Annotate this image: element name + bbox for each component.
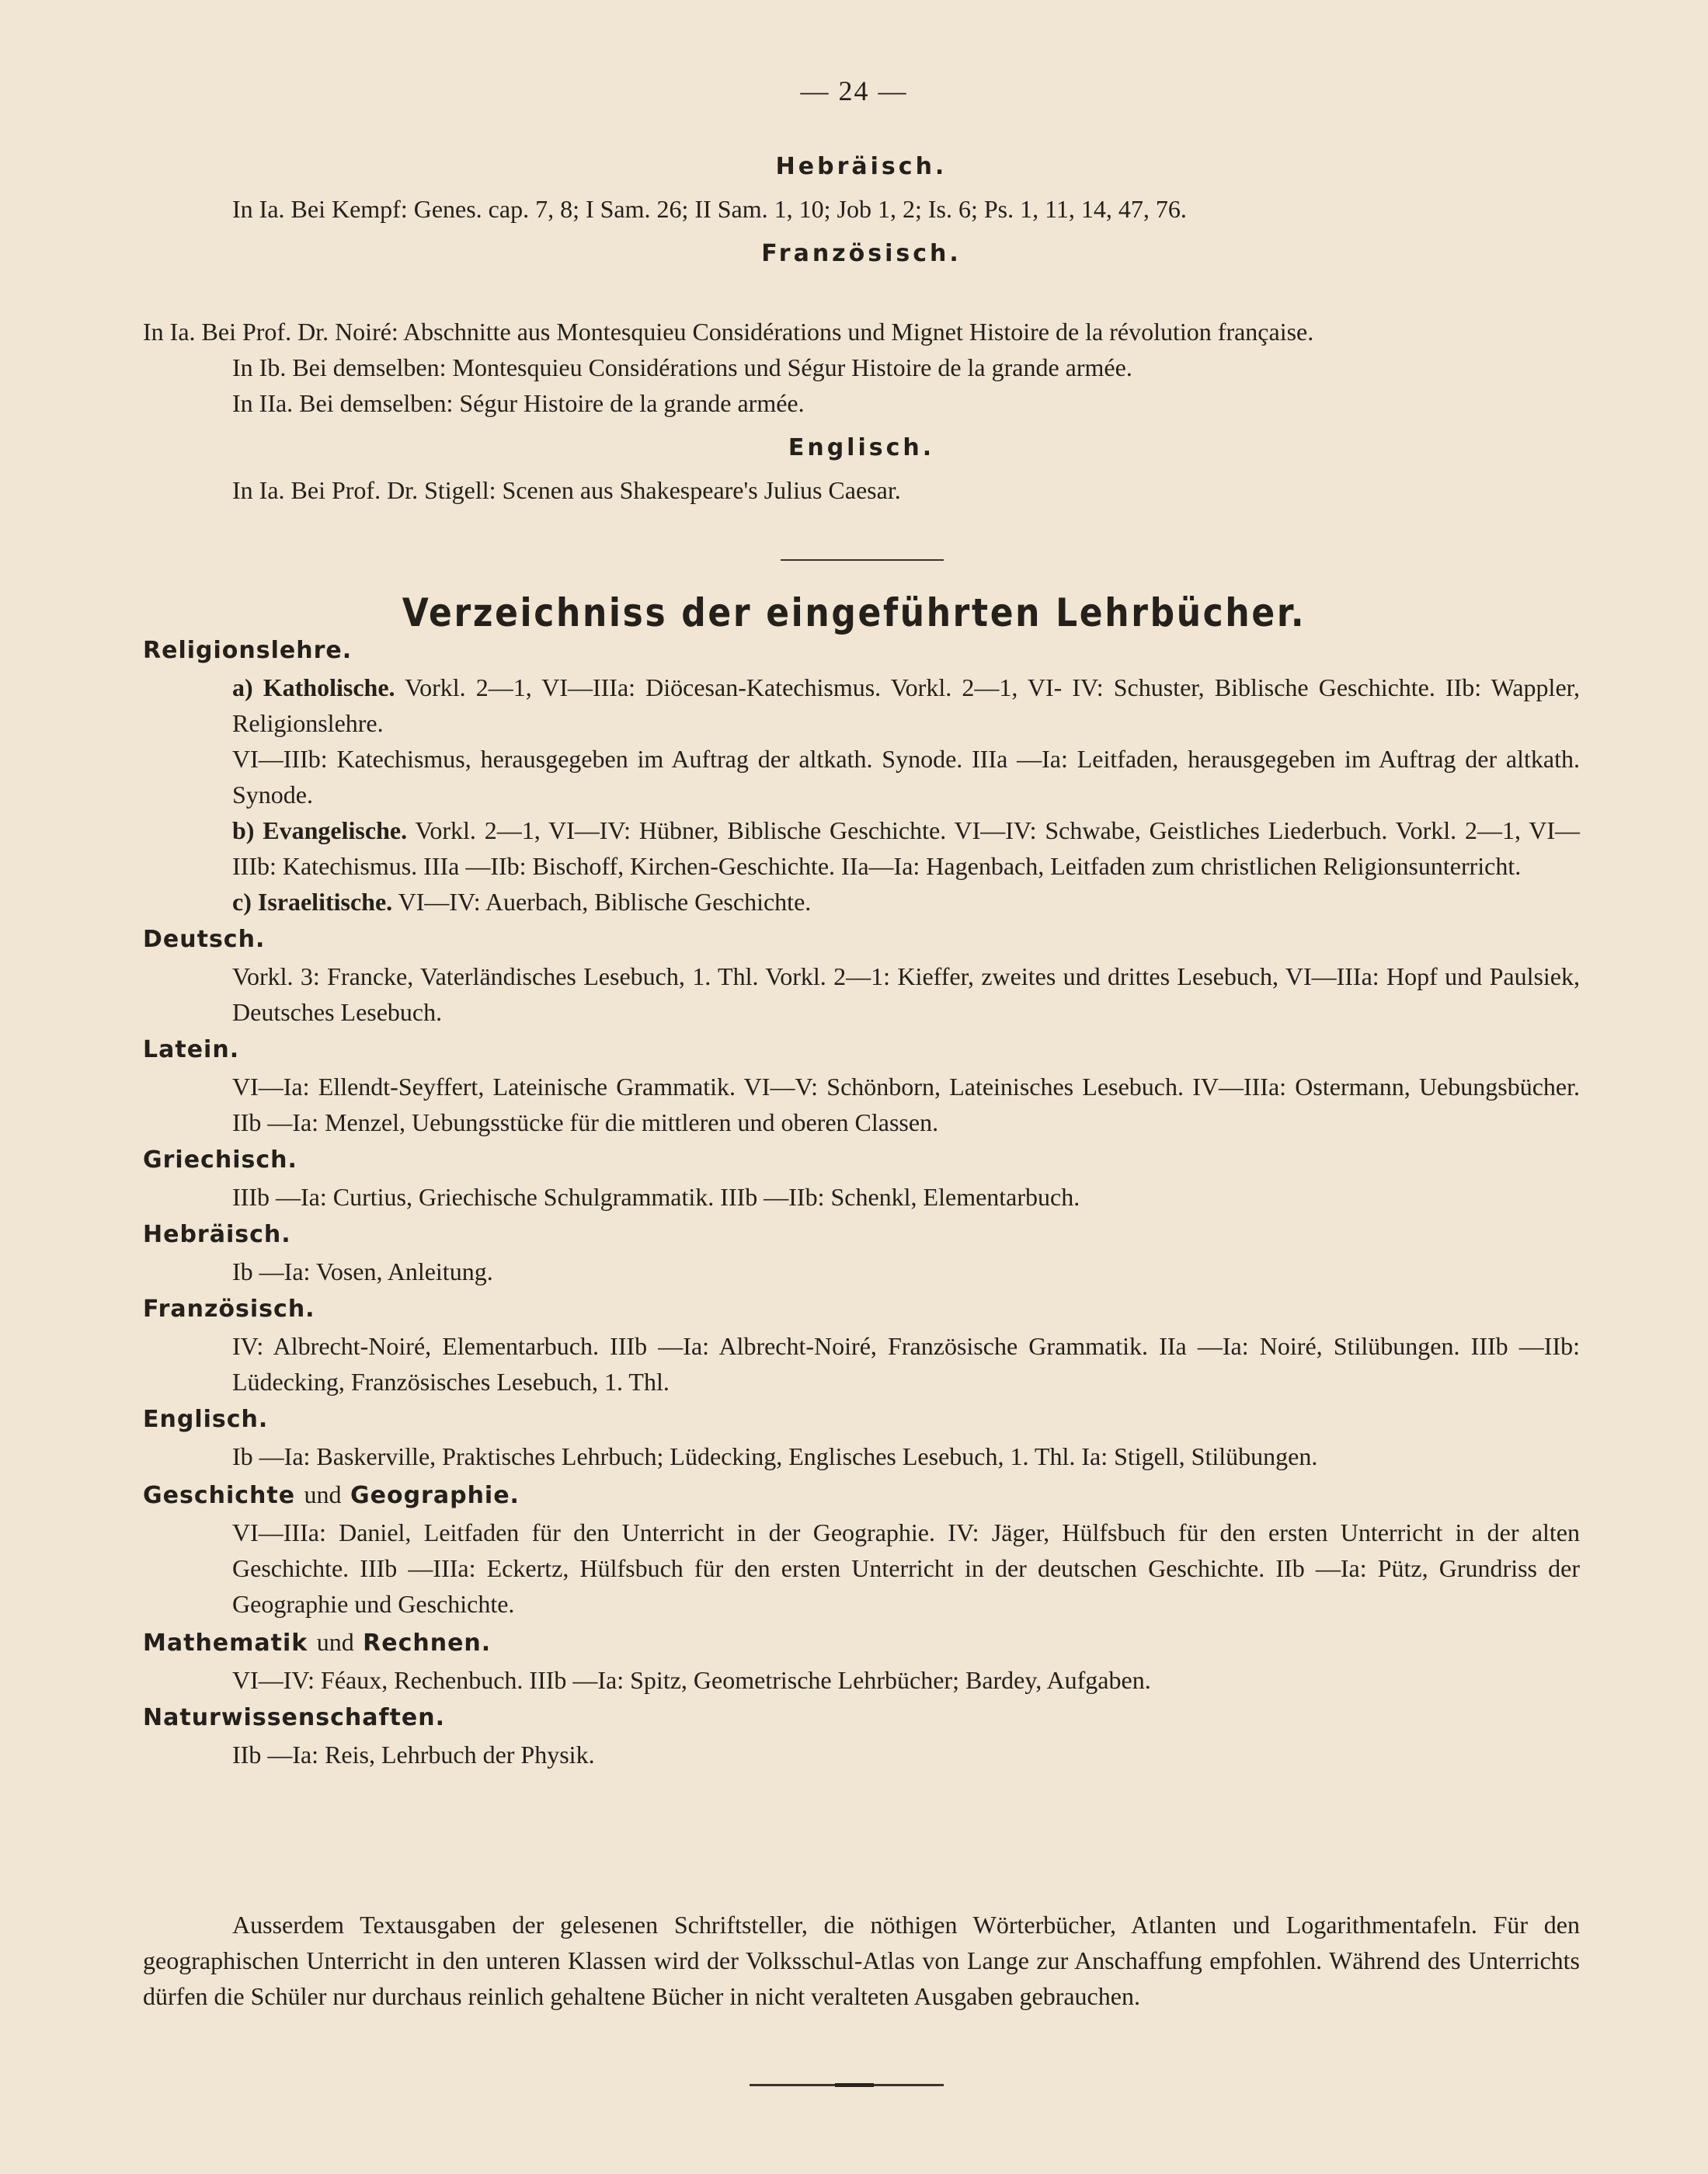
griechisch-text: IIIb —Ia: Curtius, Griechische Schulgrammatik. IIIb —IIb: Schenkl, Elementarbuch. — [232, 1183, 1080, 1211]
mathematik-heading-und: und — [316, 1628, 354, 1656]
section-divider — [781, 559, 944, 561]
deutsch-text: Vorkl. 3: Francke, Vaterländisches Lesebuch, 1. Thl. Vorkl. 2—1: Kieffer, zweites und drittes Lesebuch, VI—IIIa: Hopf und Paulsiek, Deutsches Lesebuch. — [232, 962, 1580, 1026]
subject-griechisch: Griechisch. — [143, 1146, 297, 1174]
religion-a-text: Vorkl. 2—1, VI—IIIa: Diöcesan-Katechismus. Vorkl. 2—1, VI- IV: Schuster, Biblische Geschichte. IIb: Wappler, Religionslehre. — [232, 673, 1581, 737]
mathematik-text: VI—IV: Féaux, Rechenbuch. IIIb —Ia: Spitz, Geometrische Lehrbücher; Bardey, Aufgaben. — [232, 1666, 1151, 1694]
subject-geschichte — [143, 1476, 1580, 1515]
textbook-list — [143, 631, 1580, 1772]
franzoesisch-reading-2: In Ib. Bei demselben: Montesquieu Considérations und Ségur Histoire de la grande armée. — [232, 353, 1132, 381]
heading-hebraeisch: Hebräisch. — [775, 153, 948, 180]
end-rule — [750, 2084, 944, 2086]
subject-franzoesisch: Französisch. — [143, 1296, 315, 1323]
religion-katholisch — [143, 670, 1580, 741]
geschichte-text: VI—IIIa: Daniel, Leitfaden für den Unterricht in der Geographie. IV: Jäger, Hülfsbuch für den ersten Unterricht in der alten Geschichte. IIIb —IIIa: Eckertz, Hülfsbuch für den ersten Unterricht in der deutschen Geschichte. IIb —Ia: Pütz, Grundriss der Geographie und Geschichte. — [232, 1518, 1580, 1618]
subject-naturwissenschaften: Naturwissenschaften. — [143, 1704, 445, 1731]
geschichte-heading-b: Geographie. — [350, 1482, 520, 1509]
englisch-reading: In Ia. Bei Prof. Dr. Stigell: Scenen aus Shakespeare's Julius Caesar. — [232, 476, 901, 504]
geschichte-heading-und: und — [304, 1480, 342, 1508]
religion-evangelisch — [143, 812, 1580, 884]
subject-englisch: Englisch. — [143, 1406, 269, 1433]
hebraeisch-text: Ib —Ia: Vosen, Anleitung. — [232, 1257, 493, 1285]
religion-katholisch-2: VI—IIIb: Katechismus, herausgegeben im Auftrag der altkath. Synode. IIIa —Ia: Leitfaden, herausgegeben im Auftrag der altkath. Synode. — [232, 745, 1580, 809]
franzoesisch-reading-3: In IIa. Bei demselben: Ségur Histoire de la grande armée. — [232, 389, 805, 417]
religion-b-label: b) Evangelische. — [232, 816, 408, 844]
heading-franzoesisch: Französisch. — [761, 240, 962, 267]
franzoesisch-reading-1 — [143, 278, 1580, 350]
subject-religion: Religionslehre. — [143, 637, 353, 664]
page-title: Verzeichniss der eingeführten Lehrbücher. — [402, 590, 1306, 635]
subject-hebraeisch: Hebräisch. — [143, 1221, 291, 1248]
subject-latein: Latein. — [143, 1036, 240, 1063]
franzoesisch-text: IV: Albrecht-Noiré, Elementarbuch. IIIb —Ia: Albrecht-Noiré, Französische Grammatik. IIa —Ia: Noiré, Stilübungen. IIIb —IIb: Lüdecking, Französisches Lesebuch, 1. Thl. — [232, 1332, 1580, 1396]
englisch-text: Ib —Ia: Baskerville, Praktisches Lehrbuch; Lüdecking, Englisches Lesebuch, 1. Thl. Ia: Stigell, Stilübungen. — [232, 1442, 1318, 1470]
subject-mathematik — [143, 1623, 1580, 1662]
religion-c-text: VI—IV: Auerbach, Biblische Geschichte. — [398, 888, 812, 916]
latein-text: VI—Ia: Ellendt-Seyffert, Lateinische Grammatik. VI—V: Schönborn, Lateinisches Lesebuch. IV—IIIa: Ostermann, Uebungsbücher. IIb —Ia: Menzel, Uebungsstücke für die mittleren und oberen Classen. — [232, 1073, 1580, 1136]
hebraeisch-reading: In Ia. Bei Kempf: Genes. cap. 7, 8; I Sam. 26; II Sam. 1, 10; Job 1, 2; Is. 6; Ps. 1, 11, 14, 47, 76. — [232, 195, 1187, 223]
subject-deutsch: Deutsch. — [143, 926, 266, 953]
mathematik-heading-b: Rechnen. — [363, 1630, 492, 1657]
religion-b-text: Vorkl. 2—1, VI—IV: Hübner, Biblische Geschichte. VI—IV: Schwabe, Geistliches Liederbuch. Vorkl. 2—1, VI—IIIb: Katechismus. IIIa —IIb: Bischoff, Kirchen-Geschichte. IIa—Ia: Hagenbach, Leitfaden zum christlichen Religionsunterricht. — [232, 816, 1581, 880]
heading-englisch: Englisch. — [788, 434, 935, 461]
page-number: — 24 — — [800, 75, 908, 106]
franzoesisch-reading-1-text: In Ia. Bei Prof. Dr. Noiré: Abschnitte aus Montesquieu Considérations und Mignet Histoire de la révolution française. — [143, 318, 1314, 346]
geschichte-heading-a: Geschichte — [143, 1482, 296, 1509]
closing-paragraph: Ausserdem Textausgaben der gelesenen Schriftsteller, die nöthigen Wörterbücher, Atlanten und Logarithmentafeln. Für den geographischen Unterricht in den unteren Klassen wird der Volksschul-Atlas von Lange zur Anschaffung empfohlen. Während des Unterrichts dürfen die Schüler nur durchaus reinlich gehaltene Bücher in nicht veralteten Ausgaben gebrauchen. — [143, 1911, 1580, 2010]
religion-a-label: a) Katholische. — [232, 673, 395, 701]
reading-list-section — [143, 140, 1580, 508]
religion-israelitisch — [143, 884, 1580, 920]
religion-c-label: c) Israelitische. — [232, 888, 393, 916]
natur-text: IIb —Ia: Reis, Lehrbuch der Physik. — [232, 1741, 595, 1769]
mathematik-heading-a: Mathematik — [143, 1630, 308, 1657]
